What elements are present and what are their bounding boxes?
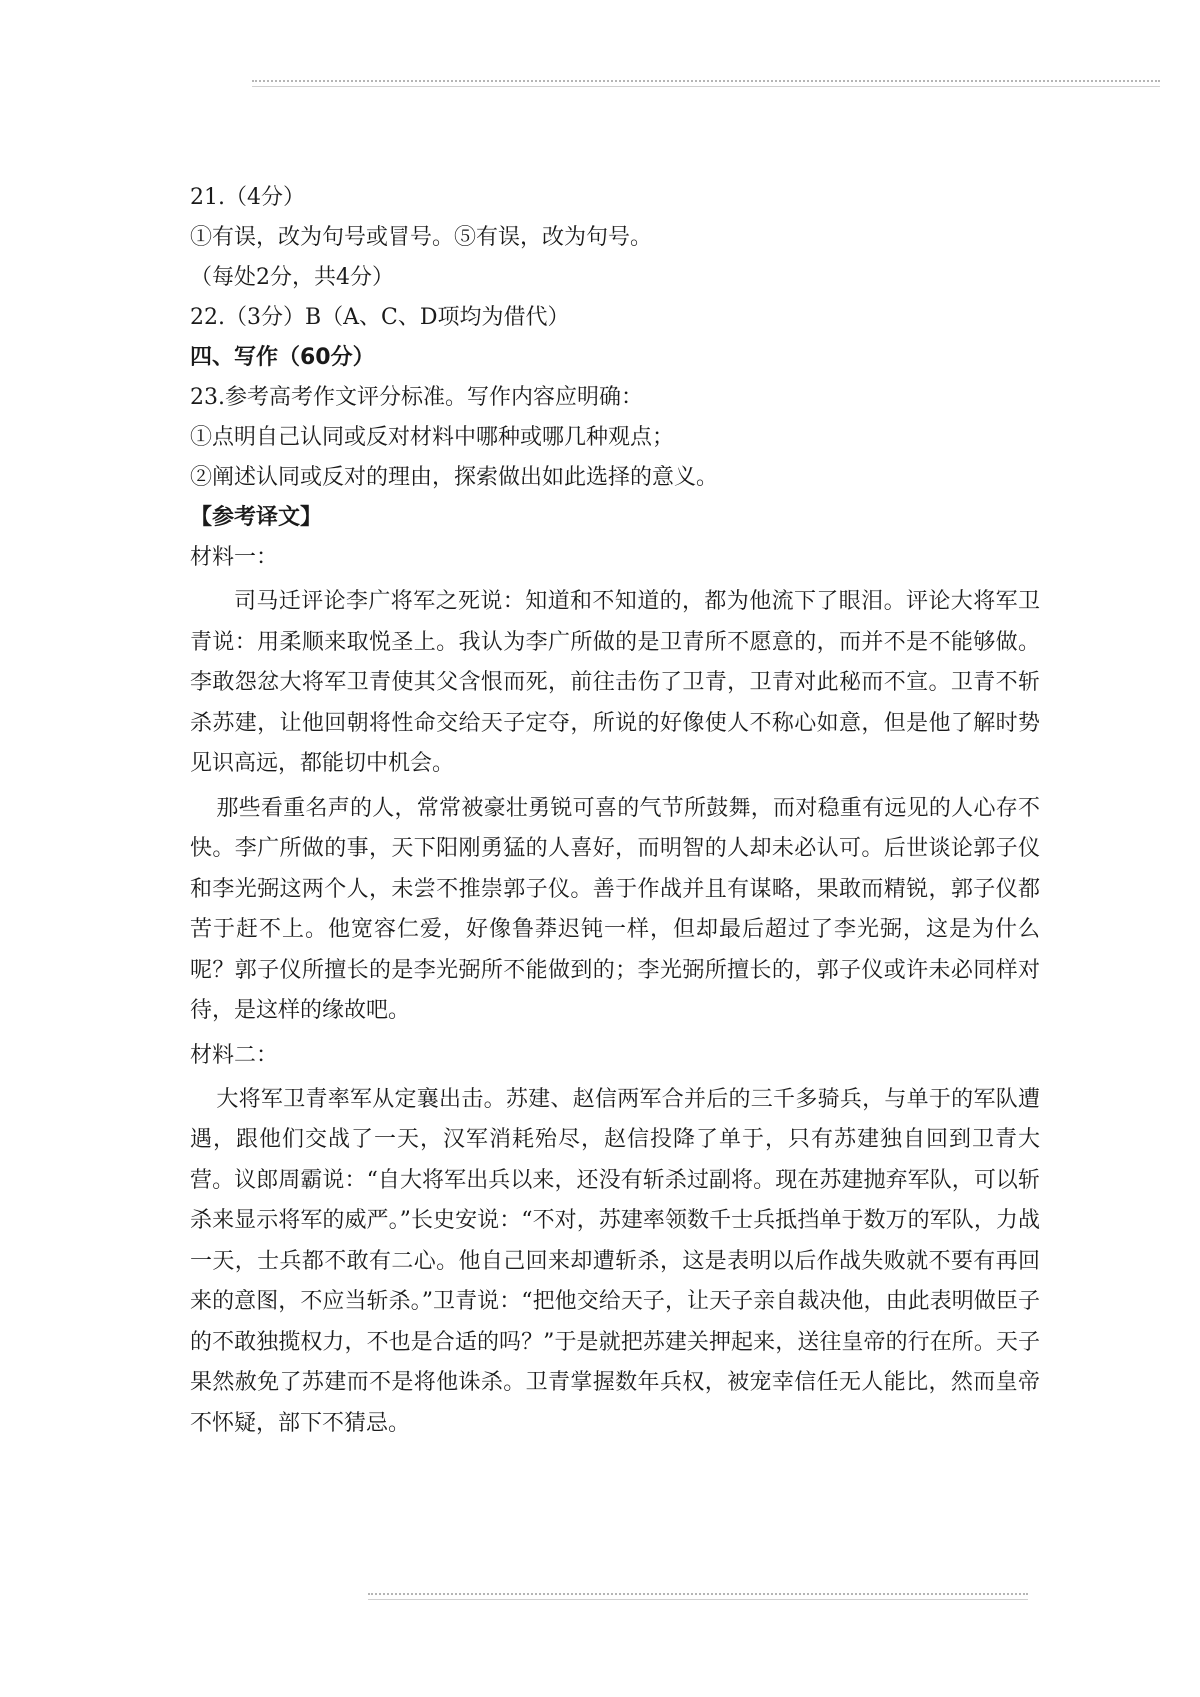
q21-answer: ①有误，改为句号或冒号。⑤有误，改为句号。 [190, 225, 653, 250]
material-1-paragraph-2: 那些看重名声的人，常常被豪壮勇锐可喜的气节所鼓舞，而对稳重有远见的人心存不快。李广所做的事，天下阳刚勇猛的人喜好，而明智的人却未必认可。后世谈论郭子仪和李光弼这两个人，未尝不推崇郭子仪。善于作战并且有谋略，果敢而精锐，郭子仪都苦于赶不上。他宽容仁爱，好像鲁莽迟钝一样，但却最后超过了李光弼，这是为什么呢？郭子仪所擅长的是李光弼所不能做到的；李光弼所擅长的，郭子仪或许未必同样对待，是这样的缘故吧。 [190, 795, 1040, 1023]
header-rule-secondary [252, 86, 1160, 87]
section-heading-writing: 四、写作（60分） [190, 345, 375, 370]
document-body [190, 178, 1040, 1448]
header-rule [252, 80, 1160, 82]
material-2-paragraph-1: 大将军卫青率军从定襄出击。苏建、赵信两军合并后的三千多骑兵，与单于的军队遭遇，跟他们交战了一天，汉军消耗殆尽，赵信投降了单于，只有苏建独自回到卫青大营。议郎周霸说：“自大将军出兵以来，还没有斩杀过副将。现在苏建抛弃军队，可以斩杀来显示将军的威严。”长史安说：“不对，苏建率领数千士兵抵挡单于数万的军队，力战一天，士兵都不敢有二心。他自己回来却遭斩杀，这是表明以后作战失败就不要有再回来的意图，不应当斩杀。”卫青说：“把他交给天子，让天子亲自裁决他，由此表明做臣子的不敢独揽权力，不也是合适的吗？”于是就把苏建关押起来，送往皇帝的行在所。天子果然赦免了苏建而不是将他诛杀。卫青掌握数年兵权，被宠幸信任无人能比，然而皇帝不怀疑，部下不猜忌。 [190, 1086, 1040, 1436]
q22-answer: 22.（3分）B（A、C、D项均为借代） [190, 305, 570, 330]
q23-intro: 23.参考高考作文评分标准。写作内容应明确： [190, 385, 643, 410]
material-1-label: 材料一： [190, 545, 279, 570]
translation-heading: 【参考译文】 [190, 505, 323, 530]
material-1-paragraph-1: 司马迁评论李广将军之死说：知道和不知道的，都为他流下了眼泪。评论大将军卫青说：用柔顺来取悦圣上。我认为李广所做的是卫青所不愿意的，而并不是不能够做。李敢怨忿大将军卫青使其父含恨而死，前往击伤了卫青，卫青对此秘而不宣。卫青不斩杀苏建，让他回朝将性命交给天子定夺，所说的好像使人不称心如意，但是他了解时势见识高远，都能切中机会。 [190, 589, 1040, 776]
footer-rule-secondary [368, 1599, 1028, 1600]
q23-point-2: ②阐述认同或反对的理由，探索做出如此选择的意义。 [190, 465, 719, 490]
q21-title: 21.（4分） [190, 185, 305, 210]
material-2-label: 材料二： [190, 1042, 279, 1068]
q21-score-note: （每处2分，共4分） [190, 265, 394, 290]
footer-rule [368, 1593, 1028, 1595]
q23-point-1: ①点明自己认同或反对材料中哪种或哪几种观点； [190, 425, 675, 450]
